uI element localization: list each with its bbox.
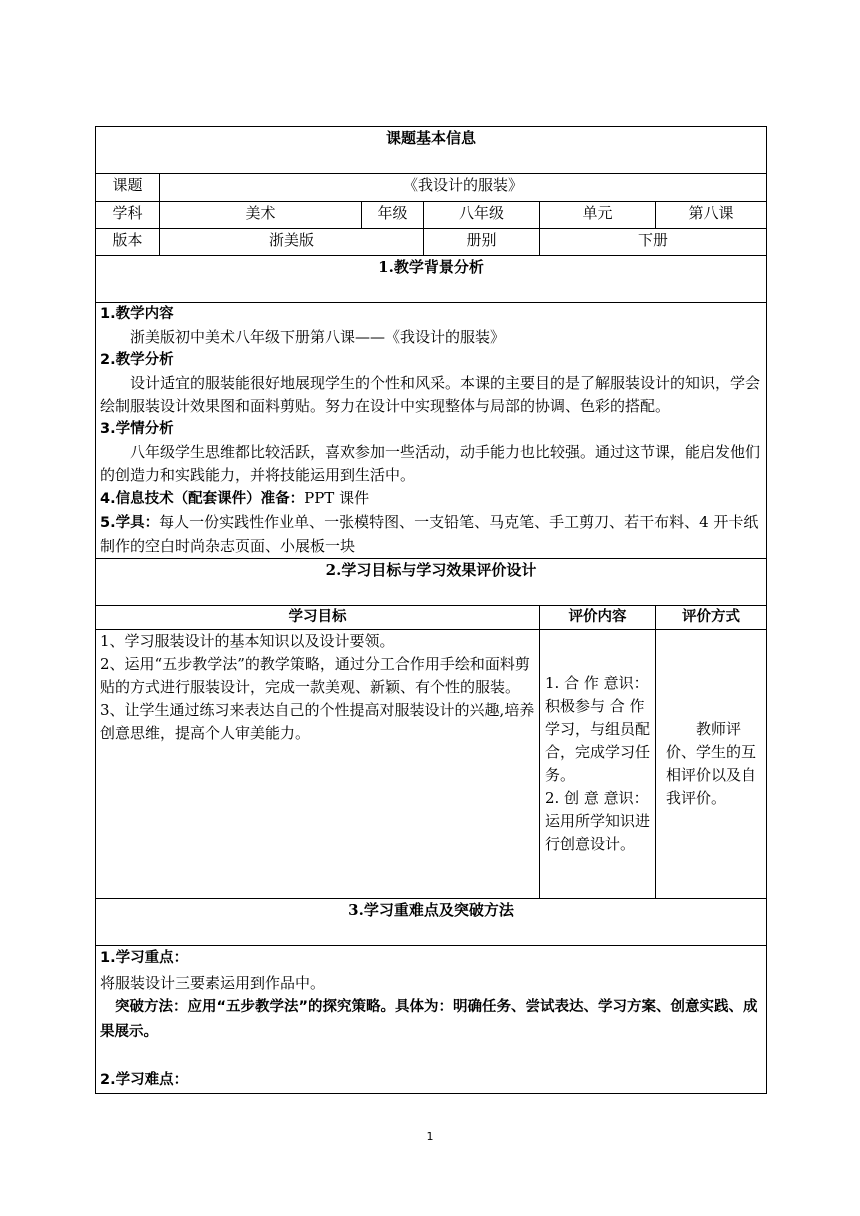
breakthrough-text: 突破方法：应用“五步教学法”的探究策略。具体为：明确任务、尝试表达、学习方案、创意实践、成果展示。 <box>100 999 758 1040</box>
edition-row <box>96 229 767 256</box>
goal-item: 1、学习服装设计的基本知识以及设计要领。 <box>100 632 395 650</box>
col-method-header: 评价方式 <box>656 606 767 630</box>
eval-method-cell <box>656 630 767 899</box>
section3-heading-row <box>96 899 767 946</box>
goals-cell <box>96 630 540 899</box>
topic-row <box>96 174 767 202</box>
tools-value: 每人一份实践性作业单、一张模特图、一支铅笔、马克笔、手工剪刀、若干布料、4 开卡纸制作的空白时尚杂志页面、小展板一块 <box>100 513 759 555</box>
eval-content-item: 1. 合 作 意识：积极参与 合 作 学习，与组员配合，完成学习任务。 <box>545 674 651 784</box>
subject-value: 美术 <box>160 202 362 229</box>
grade-value: 八年级 <box>424 202 540 229</box>
tech-prep-line <box>100 487 762 511</box>
tech-prep-value: PPT 课件 <box>304 489 370 507</box>
col-goal-header: 学习目标 <box>96 606 540 630</box>
section2-heading: 2.学习目标与学习效果评价设计 <box>96 559 767 606</box>
tech-prep-title: 4.信息技术（配套课件）准备： <box>100 491 305 507</box>
section1-heading: 1.教学背景分析 <box>96 256 767 303</box>
teaching-analysis-text: 设计适宜的服装能很好地展现学生的个性和风采。本课的主要目的是了解服装设计的知识，学会绘制服装设计效果图和面料剪贴。努力在设计中实现整体与局部的协调、色彩的搭配。 <box>100 374 761 415</box>
student-analysis-title: 3.学情分析 <box>100 421 174 437</box>
section2-col-header-row <box>96 606 767 630</box>
tools-title: 5.学具： <box>100 515 160 531</box>
blank-line <box>100 1044 762 1068</box>
section2-body-row <box>96 630 767 899</box>
volume-label: 册别 <box>424 229 540 256</box>
basic-info-heading-row <box>96 127 767 174</box>
eval-content-cell <box>540 630 656 899</box>
tools-line <box>100 511 762 558</box>
section2-heading-row <box>96 559 767 606</box>
topic-value: 《我设计的服装》 <box>160 174 767 202</box>
subject-label: 学科 <box>96 202 160 229</box>
volume-value: 下册 <box>540 229 767 256</box>
grade-label: 年级 <box>362 202 424 229</box>
section1-body <box>96 303 767 559</box>
goal-item: 2、运用“五步教学法”的教学策略，通过分工合作用手绘和面料剪贴的方式进行服装设计，完成一款美观、新颖、有个性的服装。 <box>100 655 530 696</box>
lesson-plan-page <box>95 126 766 1094</box>
teaching-analysis-title: 2.教学分析 <box>100 352 174 368</box>
teaching-content-text: 浙美版初中美术八年级下册第八课——《我设计的服装》 <box>130 328 506 346</box>
unit-label: 单元 <box>540 202 656 229</box>
col-content-header: 评价内容 <box>540 606 656 630</box>
subject-row <box>96 202 767 229</box>
eval-content-item: 2. 创 意 意识：运用所学知识进行创意设计。 <box>545 789 651 853</box>
section1-heading-row <box>96 256 767 303</box>
student-analysis-text: 八年级学生思维都比较活跃，喜欢参加一些活动，动手能力也比较强。通过这节课，能启发他们的创造力和实践能力，并将技能运用到生活中。 <box>100 443 761 484</box>
key-point-text: 将服装设计三要素运用到作品中。 <box>100 973 326 992</box>
section1-body-row <box>96 303 767 559</box>
lesson-plan-table <box>95 126 767 1094</box>
key-point-title: 1.学习重点： <box>100 950 189 966</box>
goal-item: 3、让学生通过练习来表达自己的个性提高对服装设计的兴趣,培养创意思维，提高个人审美能力。 <box>100 701 535 742</box>
basic-info-heading: 课题基本信息 <box>96 127 767 174</box>
eval-method-text: 教师评价、学生的互相评价以及自我评价。 <box>666 720 757 807</box>
edition-label: 版本 <box>96 229 160 256</box>
difficult-point-title: 2.学习难点： <box>100 1072 189 1088</box>
teaching-content-title: 1.教学内容 <box>100 306 174 322</box>
edition-value: 浙美版 <box>160 229 424 256</box>
section3-heading: 3.学习重难点及突破方法 <box>96 899 767 946</box>
section3-body <box>96 946 767 1094</box>
topic-label: 课题 <box>96 174 160 202</box>
page-number: 1 <box>426 1130 434 1143</box>
section3-body-row <box>96 946 767 1094</box>
unit-value: 第八课 <box>656 202 767 229</box>
